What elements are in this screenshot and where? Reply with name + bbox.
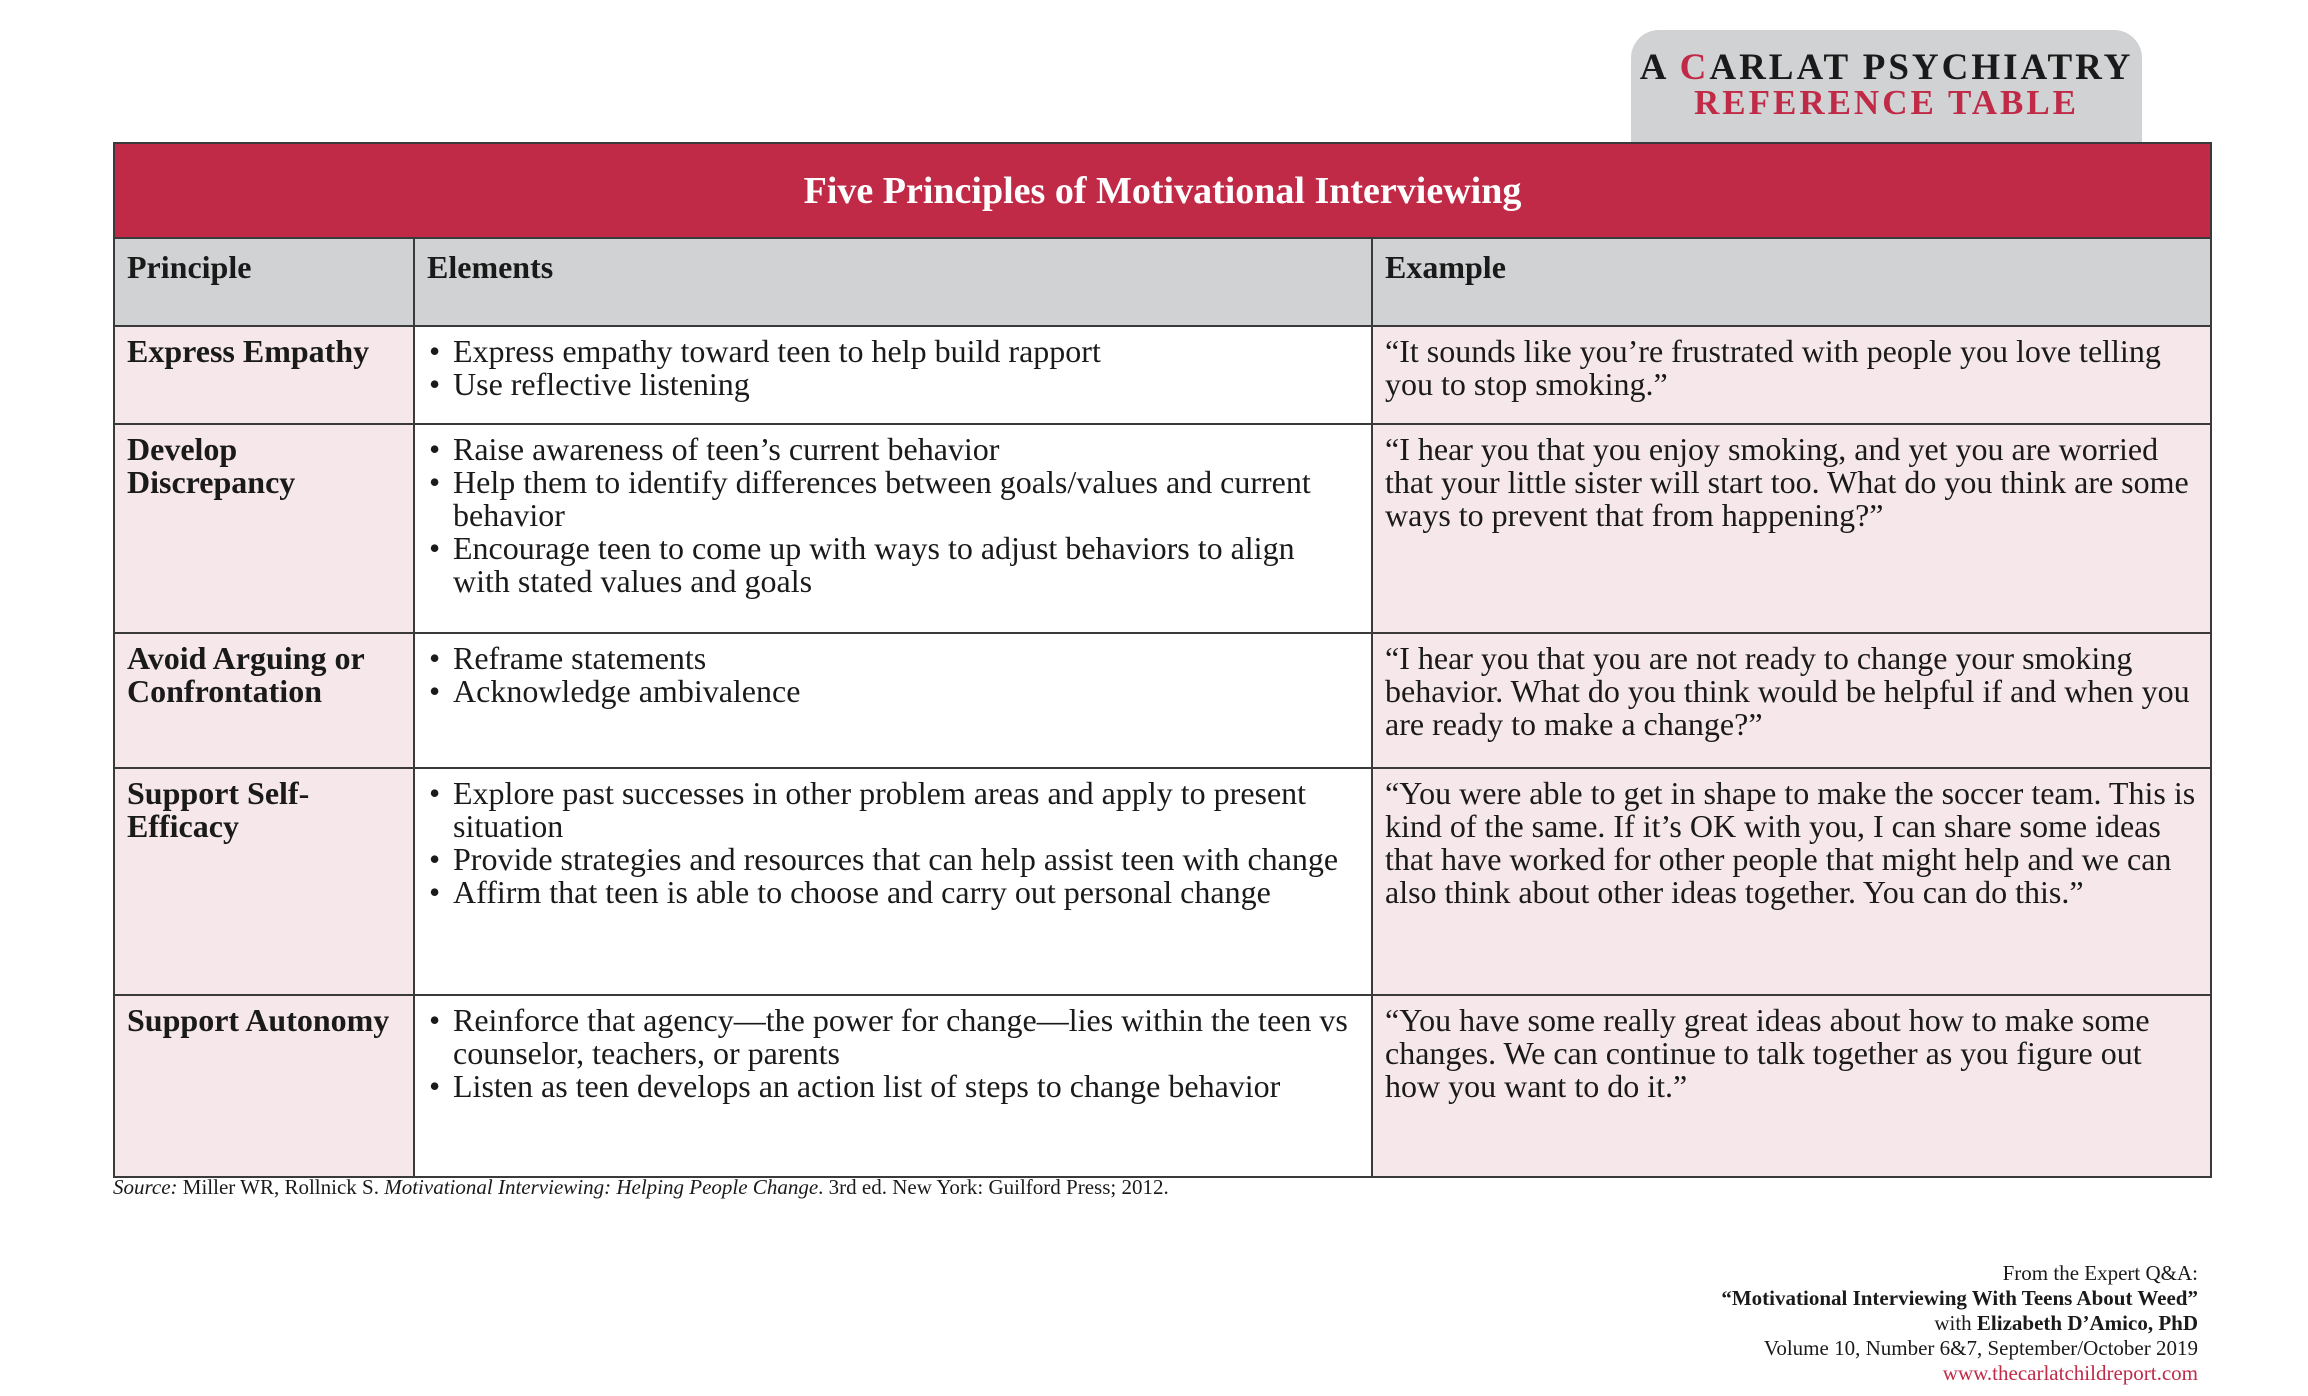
element-list-item: • Use reflective listening — [427, 368, 1359, 401]
example-cell: “I hear you that you are not ready to change your smoking behavior. What do you think would be helpful if and when you are ready to make a change?” — [1372, 633, 2211, 768]
elements-list — [427, 642, 1359, 708]
footer-with: with — [1934, 1311, 1977, 1335]
column-header-example: Example — [1372, 238, 2211, 326]
element-list-item: • Encourage teen to come up with ways to adjust behaviors to align with stated values and goals — [427, 532, 1359, 598]
brand-tab — [1631, 30, 2142, 142]
source-citation — [113, 1175, 1169, 1200]
column-header-elements: Elements — [414, 238, 1372, 326]
footer-from: From the Expert Q&A: — [2002, 1261, 2198, 1285]
principle-cell: Support Autonomy — [114, 995, 414, 1177]
table-header-row — [114, 238, 2211, 326]
brand-accent-letter: C — [1679, 47, 1710, 88]
principle-cell: Express Empathy — [114, 326, 414, 424]
table-row — [114, 633, 2211, 768]
elements-list — [427, 433, 1359, 598]
brand-rest: ARLAT PSYCHIATRY — [1709, 47, 2134, 88]
principle-cell: Support Self-Efficacy — [114, 768, 414, 995]
elements-cell — [414, 326, 1372, 424]
footer-article-title: “Motivational Interviewing With Teens About Weed” — [1721, 1286, 2198, 1310]
element-list-item: • Provide strategies and resources that can help assist teen with change — [427, 843, 1359, 876]
example-cell: “You were able to get in shape to make the soccer team. This is kind of the same. If it’s OK with you, I can share some ideas that have worked for other people that might help and we can also think about other ideas together. You can do this.” — [1372, 768, 2211, 995]
element-list-item: • Listen as teen develops an action list of steps to change behavior — [427, 1070, 1359, 1103]
table-row — [114, 424, 2211, 633]
footer-credits — [1721, 1261, 2198, 1386]
column-header-principle: Principle — [114, 238, 414, 326]
element-list-item: • Raise awareness of teen’s current behavior — [427, 433, 1359, 466]
elements-cell — [414, 995, 1372, 1177]
table-title: Five Principles of Motivational Interviewing — [114, 143, 2211, 238]
footer-author-line — [1721, 1311, 2198, 1336]
reference-table — [113, 142, 2212, 1178]
elements-list — [427, 777, 1359, 909]
source-authors: Miller WR, Rollnick S. — [177, 1175, 385, 1199]
footer-url-link[interactable]: www.thecarlatchildreport.com — [1942, 1361, 2198, 1385]
element-list-item: • Express empathy toward teen to help build rapport — [427, 335, 1359, 368]
example-cell: “It sounds like you’re frustrated with people you love telling you to stop smoking.” — [1372, 326, 2211, 424]
table-row — [114, 768, 2211, 995]
table-row — [114, 995, 2211, 1177]
elements-cell — [414, 424, 1372, 633]
example-cell: “You have some really great ideas about how to make some changes. We can continue to talk together as you figure out how you want to do it.” — [1372, 995, 2211, 1177]
table-row — [114, 326, 2211, 424]
principle-cell: Develop Discrepancy — [114, 424, 414, 633]
element-list-item: • Reinforce that agency—the power for change—lies within the teen vs counselor, teachers, or parents — [427, 1004, 1359, 1070]
table-title-row — [114, 143, 2211, 238]
element-list-item: • Affirm that teen is able to choose and carry out personal change — [427, 876, 1359, 909]
brand-prefix: A — [1639, 47, 1680, 88]
source-book-title: Motivational Interviewing: Helping People Change — [384, 1175, 819, 1199]
elements-cell — [414, 768, 1372, 995]
brand-subtitle: REFERENCE TABLE — [1693, 83, 2080, 122]
example-cell: “I hear you that you enjoy smoking, and yet you are worried that your little sister will start too. What do you think are some ways to prevent that from happening?” — [1372, 424, 2211, 633]
element-list-item: • Acknowledge ambivalence — [427, 675, 1359, 708]
elements-list — [427, 1004, 1359, 1103]
element-list-item: • Reframe statements — [427, 642, 1359, 675]
source-label: Source: — [113, 1175, 178, 1199]
principle-cell: Avoid Arguing or Confrontation — [114, 633, 414, 768]
footer-author: Elizabeth D’Amico, PhD — [1976, 1311, 2198, 1335]
element-list-item: • Explore past successes in other problem areas and apply to present situation — [427, 777, 1359, 843]
elements-list — [427, 335, 1359, 401]
footer-volume: Volume 10, Number 6&7, September/October 2019 — [1763, 1336, 2198, 1360]
source-details: . 3rd ed. New York: Guilford Press; 2012. — [818, 1175, 1169, 1199]
element-list-item: • Help them to identify differences between goals/values and current behavior — [427, 466, 1359, 532]
elements-cell — [414, 633, 1372, 768]
